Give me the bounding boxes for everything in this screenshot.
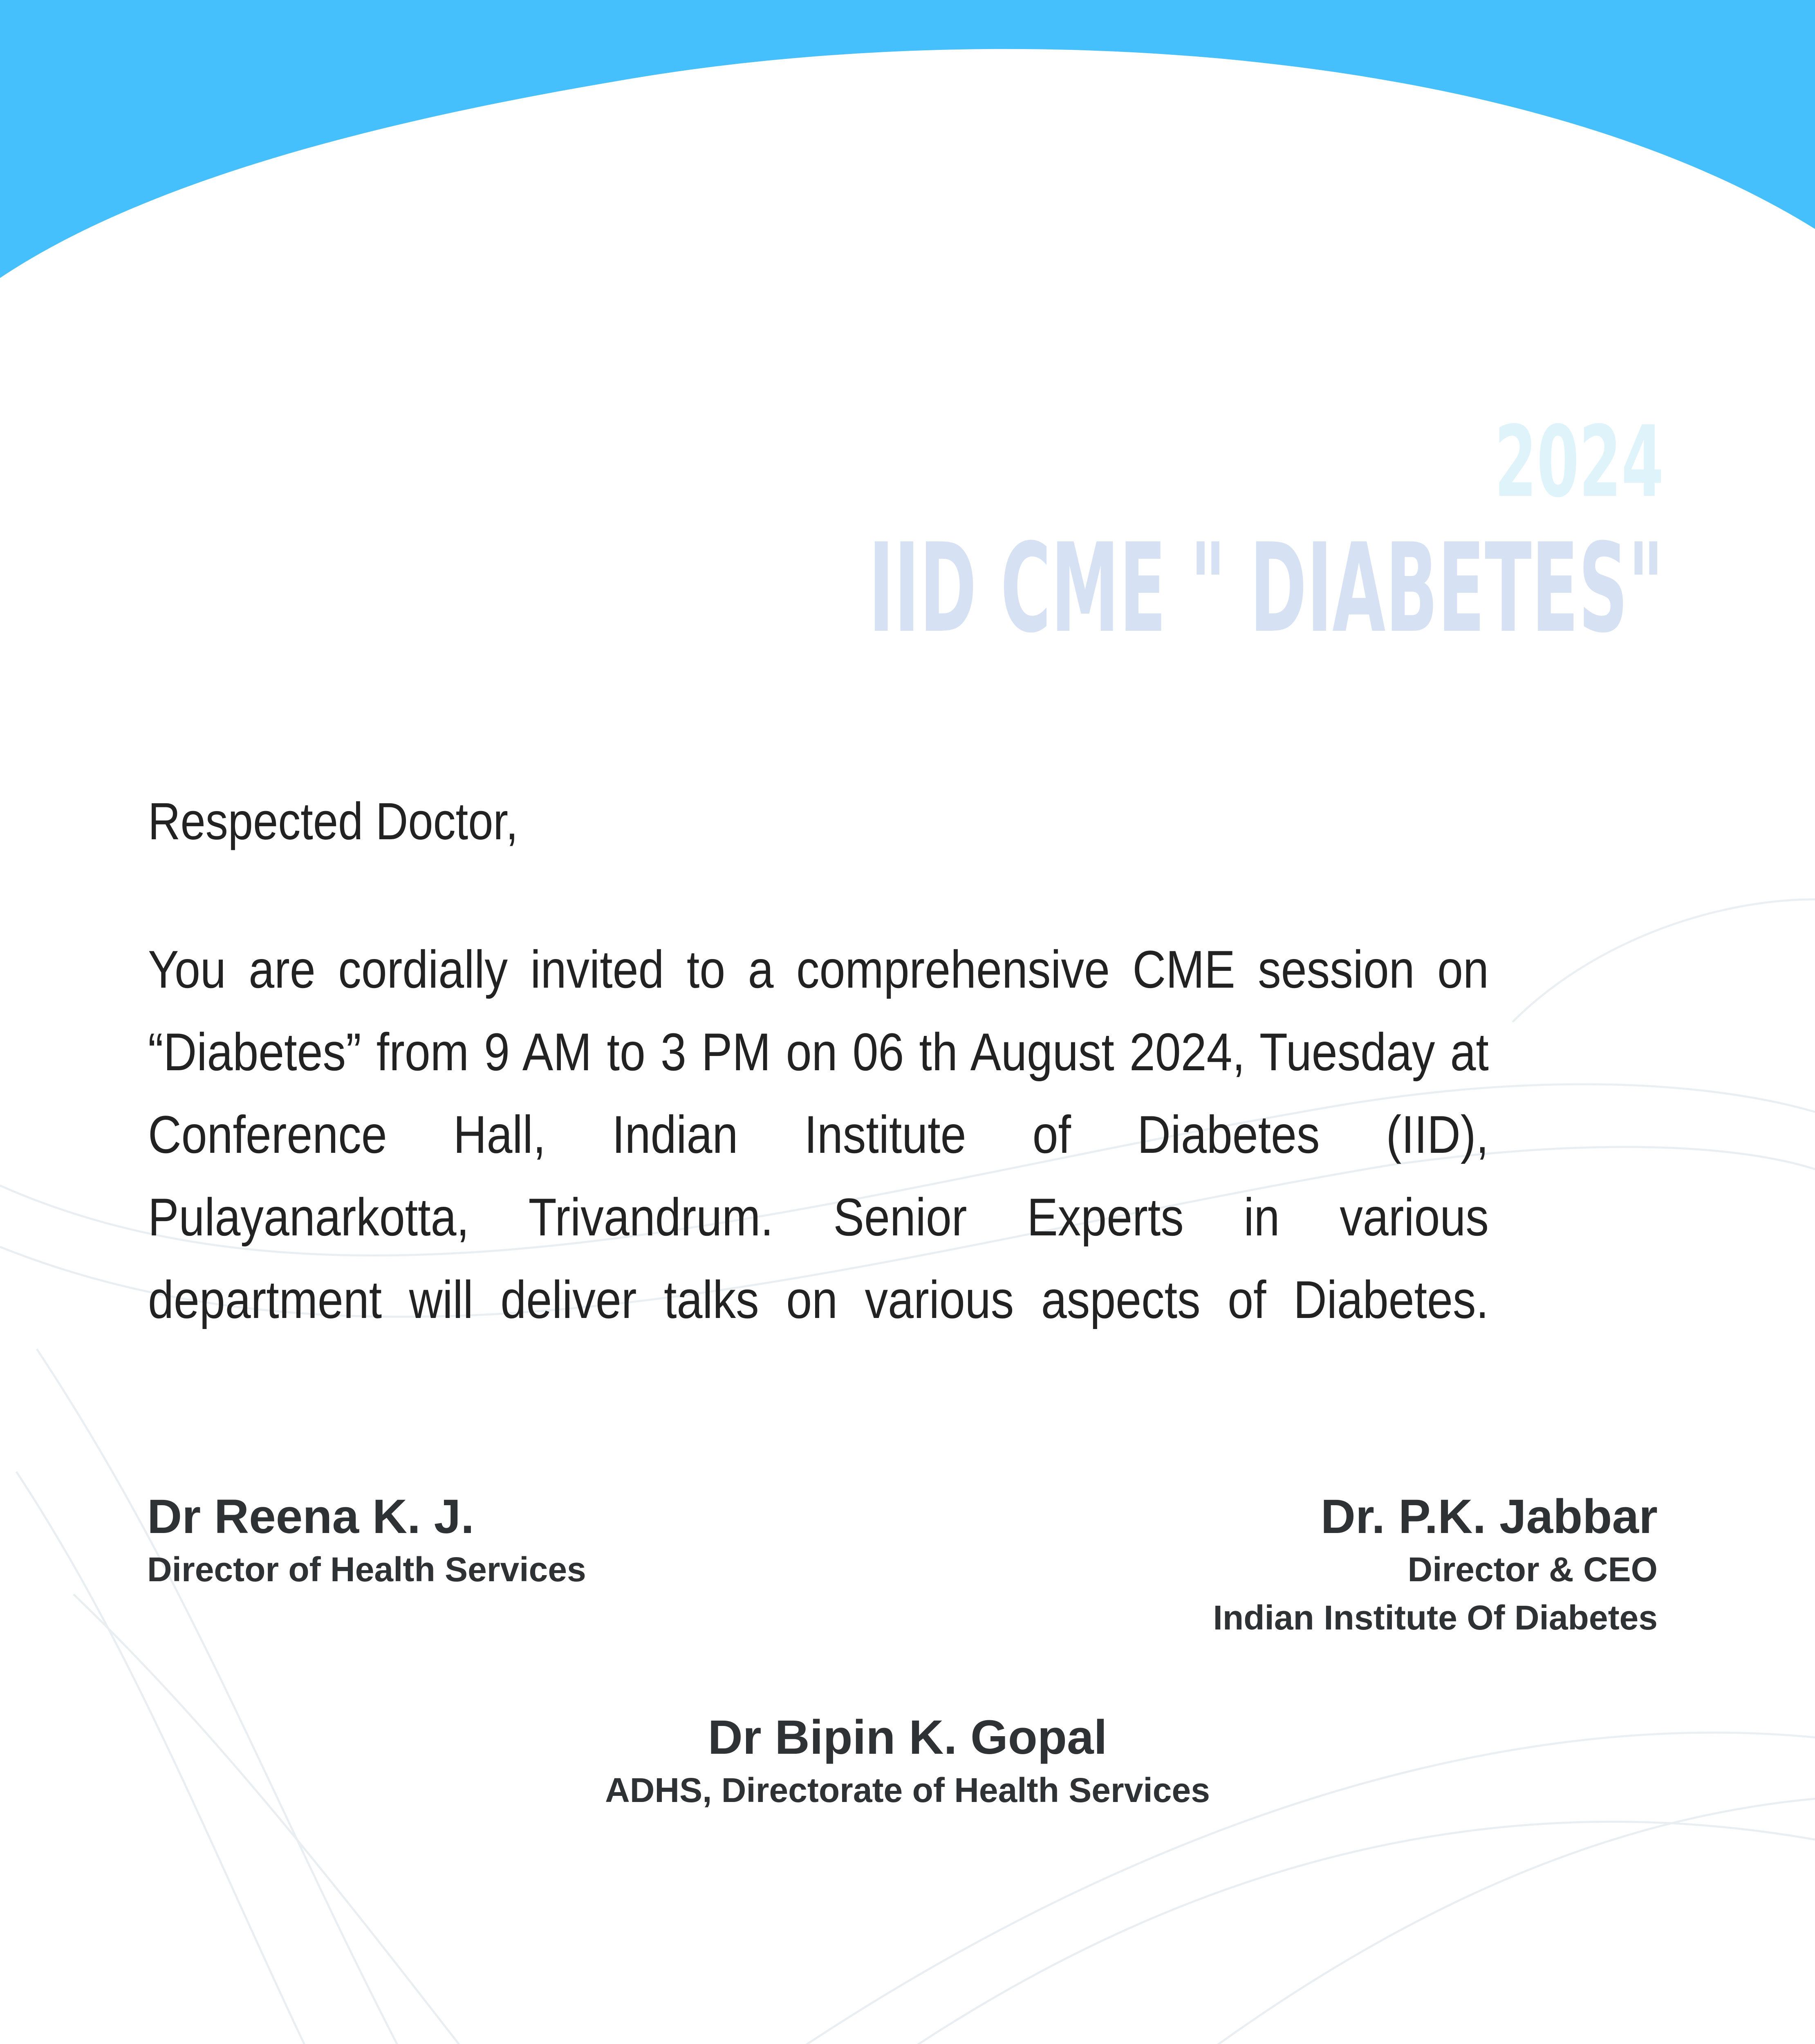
invitation-body: You are cordially invited to a comprehensive CME session on “Diabetes” from 9 AM to 3 PM on 06 th August 2024, Tuesday at Conference Hall, Indian Institute of Diabetes (IID), Pulayanarkotta, Trivandrum. Senior Experts in various department will deliver talks on various aspects of Diabetes. (148, 939, 1489, 1329)
signatory-role: ADHS, Directorate of Health Services (605, 1771, 1210, 1809)
signatory-role: Director & CEO (1407, 1550, 1658, 1589)
signatory-role: Director of Health Services (147, 1550, 586, 1589)
signatory-center (0, 1709, 1815, 1814)
salutation: Respected Doctor, (148, 792, 518, 851)
signatory-name: Dr Reena K. J. (147, 1490, 475, 1544)
top-wave-band (0, 0, 1815, 278)
signatory-left (147, 1488, 586, 1594)
signatory-name: Dr Bipin K. Gopal (708, 1710, 1107, 1764)
event-year: 2024 (1494, 405, 1664, 519)
signatory-right (1213, 1488, 1658, 1642)
event-title: IID CME " DIABETES" (868, 517, 1664, 660)
signatory-organization: Indian Institute Of Diabetes (1213, 1598, 1658, 1637)
signatory-name: Dr. P.K. Jabbar (1320, 1490, 1658, 1544)
